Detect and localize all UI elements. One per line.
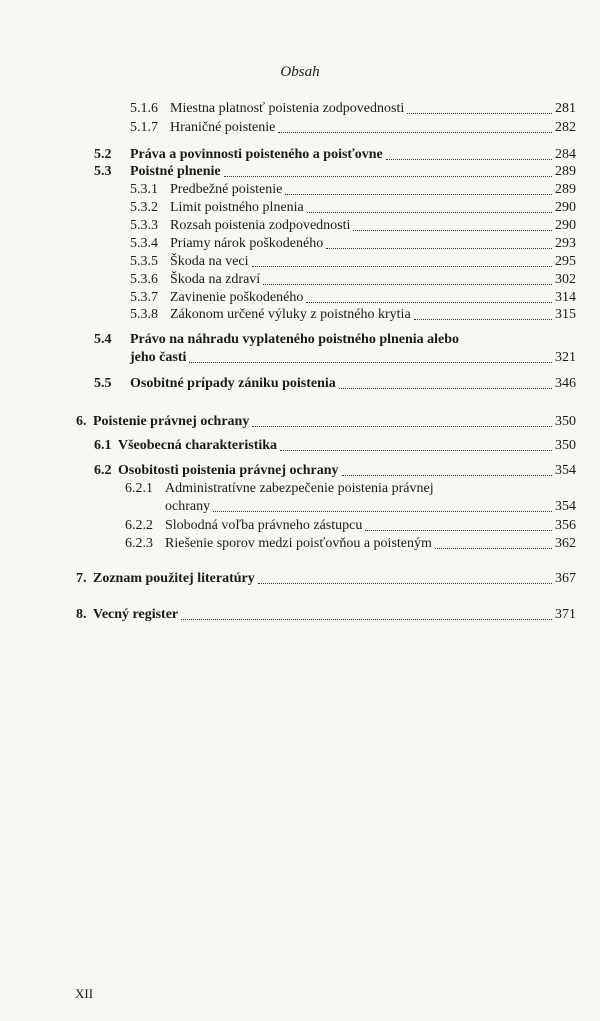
toc-entry-5-3-7: [130, 289, 576, 307]
leader-dots: [224, 176, 552, 177]
entry-page: 350: [555, 438, 576, 453]
leader-dots: [386, 159, 552, 160]
running-head: Obsah: [280, 64, 320, 80]
entry-number: 5.3.6: [130, 272, 158, 287]
entry-page: 289: [555, 182, 576, 197]
toc-entry-5-3-4: [130, 235, 576, 253]
entry-title: Škoda na veci: [170, 254, 249, 269]
entry-page: 315: [555, 307, 576, 322]
entry-title: Slobodná voľba právneho zástupcu: [165, 518, 363, 533]
entry-title: Osobitosti poistenia právnej ochrany: [118, 463, 339, 478]
leader-dots: [181, 619, 552, 620]
entry-page: 350: [555, 414, 576, 429]
entry-number: 5.1.7: [130, 120, 158, 135]
entry-title: Predbežné poistenie: [170, 182, 283, 197]
entry-number: 5.3.2: [130, 200, 158, 215]
leader-dots: [306, 302, 552, 303]
toc-entry-5-5: [94, 375, 576, 393]
leader-dots: [339, 388, 552, 389]
entry-page: 371: [555, 607, 576, 622]
entry-page: 346: [555, 376, 576, 391]
toc-entry-5-3-2: [130, 199, 576, 217]
leader-dots: [280, 450, 552, 451]
leader-dots: [285, 194, 552, 195]
leader-dots: [263, 284, 552, 285]
entry-title: Poistné plnenie: [130, 164, 221, 179]
toc-entry-7: [76, 570, 576, 588]
entry-number: 5.2: [94, 147, 112, 162]
entry-page: 362: [555, 536, 576, 551]
toc-entry-6-2: [94, 462, 576, 480]
toc-entry-5-3-3: [130, 217, 576, 235]
entry-number: 8.: [76, 607, 87, 622]
entry-page: 293: [555, 236, 576, 251]
entry-page: 314: [555, 290, 576, 305]
entry-title: Všeobecná charakteristika: [118, 438, 278, 453]
entry-number: 6.2.2: [125, 518, 153, 533]
entry-number: 6.2.3: [125, 536, 153, 551]
toc-entry-6-2-1: [165, 498, 576, 516]
leader-dots: [326, 248, 552, 249]
entry-page: 281: [555, 101, 576, 116]
entry-number: 5.3.4: [130, 236, 158, 251]
leader-dots: [213, 511, 552, 512]
leader-dots: [407, 113, 552, 114]
entry-number: 5.3.8: [130, 307, 158, 322]
entry-title: Zoznam použitej literatúry: [93, 571, 255, 586]
leader-dots: [342, 475, 552, 476]
leader-dots: [252, 426, 552, 427]
toc-entry-5-3-1: [130, 181, 576, 199]
leader-dots: [189, 362, 552, 363]
entry-title: Škoda na zdraví: [170, 272, 261, 287]
entry-number: 5.1.6: [130, 101, 158, 116]
entry-page: 367: [555, 571, 576, 586]
entry-title: Osobitné prípady zániku poistenia: [130, 376, 336, 391]
toc-entry-5-4: [130, 349, 576, 367]
toc-entry-6-2-3: [125, 535, 576, 553]
entry-title: Limit poistného plnenia: [170, 200, 304, 215]
leader-dots: [353, 230, 552, 231]
entry-title: Vecný register: [93, 607, 179, 622]
leader-dots: [365, 530, 552, 531]
leader-dots: [252, 266, 552, 267]
toc-entry-5-3-5: [130, 253, 576, 271]
entry-number: 6.2: [94, 463, 112, 478]
toc-entry-5-2: [94, 146, 576, 164]
entry-title: Miestna platnosť poistenia zodpovednosti: [170, 101, 405, 116]
leader-dots: [414, 319, 552, 320]
toc-entry-8: [76, 606, 576, 624]
entry-title: Priamy nárok poškodeného: [170, 236, 324, 251]
entry-number: 5.4: [94, 332, 112, 347]
leader-dots: [435, 548, 552, 549]
entry-title-continued: jeho časti: [130, 350, 187, 365]
entry-number: 5.3.3: [130, 218, 158, 233]
entry-number: 6.1: [94, 438, 112, 453]
toc-entry-6-1: [94, 437, 576, 455]
entry-page: 356: [555, 518, 576, 533]
page-folio: XII: [75, 986, 94, 1001]
entry-title: Riešenie sporov medzi poisťovňou a poisteným: [165, 536, 432, 551]
entry-title-continued: ochrany: [165, 499, 211, 514]
toc-entry-6: [76, 413, 576, 431]
entry-page: 302: [555, 272, 576, 287]
entry-number: 5.5: [94, 376, 112, 391]
entry-title: Zákonom určené výluky z poistného krytia: [170, 307, 411, 322]
toc-entry-5-3-6: [130, 271, 576, 289]
entry-title: Hraničné poistenie: [170, 120, 276, 135]
toc-entry-5-1-7: [130, 119, 576, 137]
toc-entry-5-3-8: [130, 306, 576, 324]
entry-number: 5.3.1: [130, 182, 158, 197]
entry-number: 5.3: [94, 164, 112, 179]
entry-page: 354: [555, 499, 576, 514]
entry-title: Rozsah poistenia zodpovednosti: [170, 218, 351, 233]
entry-number: 6.: [76, 414, 87, 429]
entry-page: 354: [555, 463, 576, 478]
entry-page: 290: [555, 218, 576, 233]
toc-entry-6-2-1-line1: [125, 480, 434, 498]
leader-dots: [278, 132, 552, 133]
entry-title: Poistenie právnej ochrany: [93, 414, 250, 429]
entry-page: 290: [555, 200, 576, 215]
entry-page: 282: [555, 120, 576, 135]
entry-page: 284: [555, 147, 576, 162]
entry-number: 5.3.7: [130, 290, 158, 305]
toc-entry-5-3: [94, 163, 576, 181]
entry-title: Administratívne zabezpečenie poistenia právnej: [165, 481, 434, 496]
toc-entry-6-2-2: [125, 517, 576, 535]
entry-title: Práva a povinnosti poisteného a poisťovne: [130, 147, 383, 162]
entry-number: 7.: [76, 571, 87, 586]
leader-dots: [258, 583, 552, 584]
entry-number: 6.2.1: [125, 481, 153, 496]
entry-page: 321: [555, 350, 576, 365]
entry-title: Právo na náhradu vyplateného poistného plnenia alebo: [130, 332, 460, 347]
leader-dots: [307, 212, 552, 213]
toc-entry-5-1-6: [130, 100, 576, 118]
entry-page: 289: [555, 164, 576, 179]
toc-entry-5-4-line1: [94, 331, 459, 349]
entry-number: 5.3.5: [130, 254, 158, 269]
entry-page: 295: [555, 254, 576, 269]
entry-title: Zavinenie poškodeného: [170, 290, 304, 305]
